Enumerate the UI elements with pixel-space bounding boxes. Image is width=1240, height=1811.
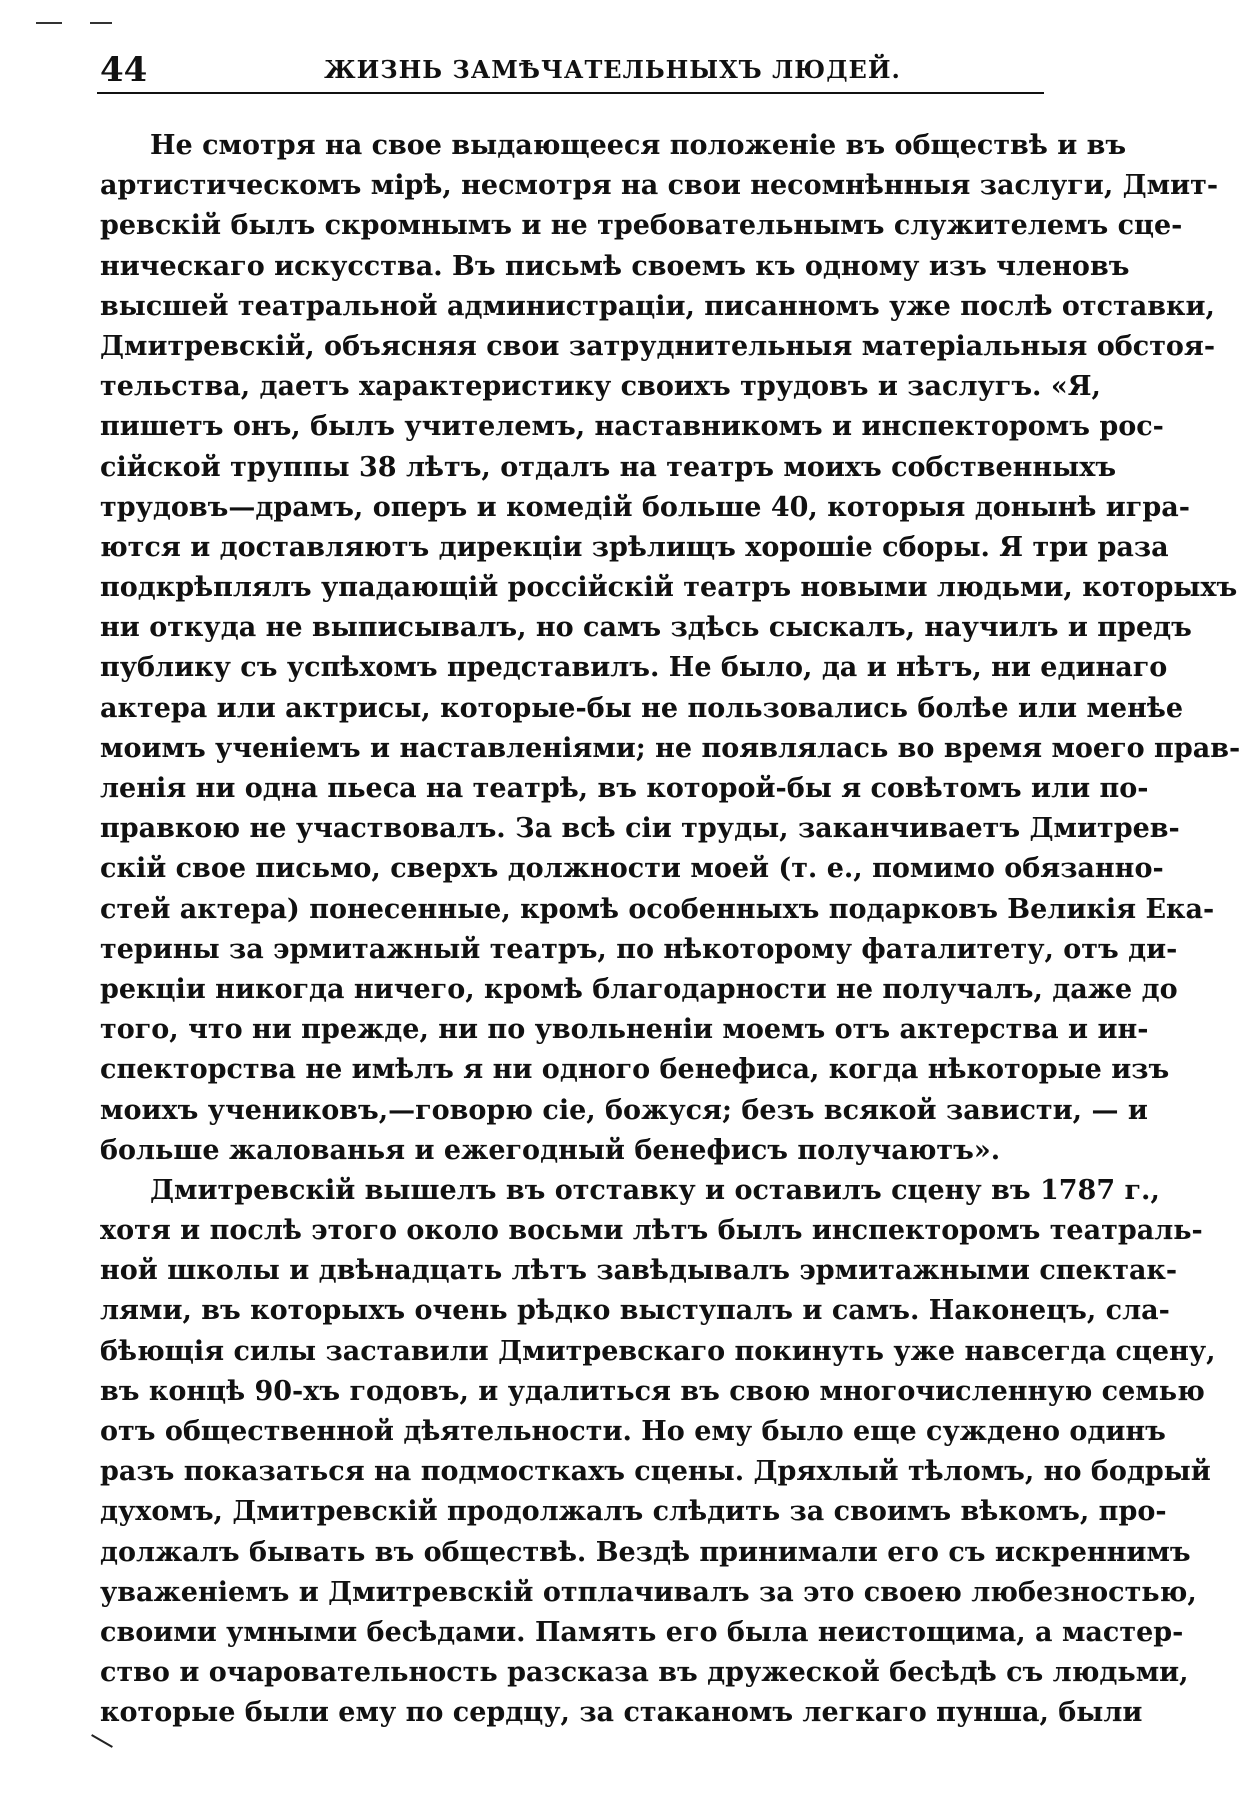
- text-line: сійской труппы 38 лѣтъ, отдалъ на театръ моихъ собственныхъ: [100, 451, 1117, 483]
- text-line: бѣющія силы заставили Дмитревскаго покинуть уже навсегда сцену,: [100, 1335, 1216, 1367]
- text-line: ство и очаровательность разсказа въ дружеской бесѣдѣ съ людьми,: [100, 1657, 1189, 1689]
- text-line: пишетъ онъ, былъ учителемъ, наставникомъ и инспекторомъ рос-: [100, 411, 1164, 443]
- page-number: 44: [100, 50, 148, 90]
- text-line: ни откуда не выписывалъ, но самъ здѣсь сыскалъ, научилъ и предъ: [100, 612, 1192, 644]
- text-line: разъ показаться на подмосткахъ сцены. Дряхлый тѣломъ, но бодрый: [100, 1456, 1211, 1488]
- text-line: больше жалованья и ежегодный бенефисъ получаютъ».: [100, 1134, 1001, 1166]
- text-line: въ концѣ 90-хъ годовъ, и удалиться въ свою многочисленную семью: [100, 1375, 1205, 1407]
- text-line: ревскій былъ скромнымъ и не требовательнымъ служителемъ сце-: [100, 210, 1183, 242]
- text-line: публику съ успѣхомъ представилъ. Не было, да и нѣтъ, ни единаго: [100, 652, 1168, 684]
- text-line: Не смотря на свое выдающееся положеніе въ обществѣ и въ: [150, 130, 1127, 161]
- text-line: спекторства не имѣлъ я ни одного бенефиса, когда нѣкоторые изъ: [100, 1054, 1170, 1086]
- scan-artifact-mark: [36, 22, 62, 24]
- text-line: Дмитревскій вышелъ въ отставку и оставилъ сцену въ 1787 г.,: [150, 1174, 1160, 1206]
- text-line: стей актера) понесенные, кромѣ особенныхъ подарковъ Великія Ека-: [100, 893, 1215, 925]
- text-line: лями, въ которыхъ очень рѣдко выступалъ и самъ. Наконецъ, сла-: [100, 1295, 1170, 1327]
- text-line: отъ общественной дѣятельности. Но ему было еще суждено одинъ: [100, 1416, 1166, 1447]
- text-line: ническаго искусства. Въ письмѣ своемъ къ одному изъ членовъ: [100, 250, 1130, 282]
- text-line: своими умными бесѣдами. Память его была неистощима, а мастер-: [100, 1616, 1184, 1648]
- text-line: моихъ учениковъ,—говорю сіе, божуся; безъ всякой зависти, — и: [100, 1094, 1148, 1126]
- scan-artifact-mark: [90, 22, 112, 24]
- text-line: моимъ ученіемъ и наставленіями; не появлялась во время моего прав-: [100, 732, 1240, 764]
- text-line: уваженіемъ и Дмитревскій отплачивалъ за это своею любезностью,: [100, 1576, 1197, 1608]
- text-line: артистическомъ мірѣ, несмотря на свои несомнѣнныя заслуги, Дмит-: [100, 170, 1219, 202]
- text-line: хотя и послѣ этого около восьми лѣтъ былъ инспекторомъ театраль-: [100, 1215, 1203, 1247]
- text-line: которые были ему по сердцу, за стаканомъ легкаго пунша, были: [100, 1697, 1143, 1729]
- text-line: ленія ни одна пьеса на театрѣ, въ которой-бы я совѣтомъ или по-: [100, 773, 1149, 804]
- text-line: духомъ, Дмитревскій продолжалъ слѣдить за своимъ вѣкомъ, про-: [100, 1496, 1167, 1528]
- text-line: скій свое письмо, сверхъ должности моей (т. е., помимо обязанно-: [100, 853, 1164, 885]
- body-text: [100, 126, 1240, 1734]
- page-header: [100, 50, 1045, 90]
- text-line: правкою не участвовалъ. За всѣ сіи труды, заканчиваетъ Дмитрев-: [100, 813, 1180, 845]
- text-line: подкрѣплялъ упадающій россійскій театръ новыми людьми, которыхъ: [100, 572, 1238, 604]
- text-line: того, что ни прежде, ни по увольненіи моемъ отъ актерства и ин-: [100, 1014, 1149, 1046]
- text-line: должалъ бывать въ обществѣ. Вездѣ принимали его съ искреннимъ: [100, 1536, 1191, 1568]
- text-line: высшей театральной администраціи, писанномъ уже послѣ отставки,: [100, 290, 1215, 322]
- text-line: Дмитревскій, объясняя свои затруднительныя матеріальныя обстоя-: [100, 330, 1216, 362]
- text-line: рекціи никогда ничего, кромѣ благодарности не получалъ, даже до: [100, 973, 1178, 1005]
- text-line: трудовъ—драмъ, оперъ и комедій больше 40, которыя донынѣ игра-: [100, 491, 1190, 523]
- text-line: ются и доставляютъ дирекціи зрѣлищъ хорошіе сборы. Я три раза: [100, 531, 1169, 563]
- text-line: тельства, даетъ характеристику своихъ трудовъ и заслугъ. «Я,: [100, 371, 1101, 403]
- running-title: ЖИЗНЬ ЗАМѢЧАТЕЛЬНЫХЪ ЛЮДЕЙ.: [324, 55, 901, 84]
- text-line: ной школы и двѣнадцать лѣтъ завѣдывалъ эрмитажными спектак-: [100, 1255, 1178, 1287]
- text-line: терины за эрмитажный театръ, по нѣкоторому фаталитету, отъ ди-: [100, 933, 1178, 965]
- header-rule: [97, 92, 1044, 94]
- text-line: актера или актрисы, которые-бы не пользовались болѣе или менѣе: [100, 692, 1184, 724]
- scan-artifact-mark: [91, 1734, 113, 1748]
